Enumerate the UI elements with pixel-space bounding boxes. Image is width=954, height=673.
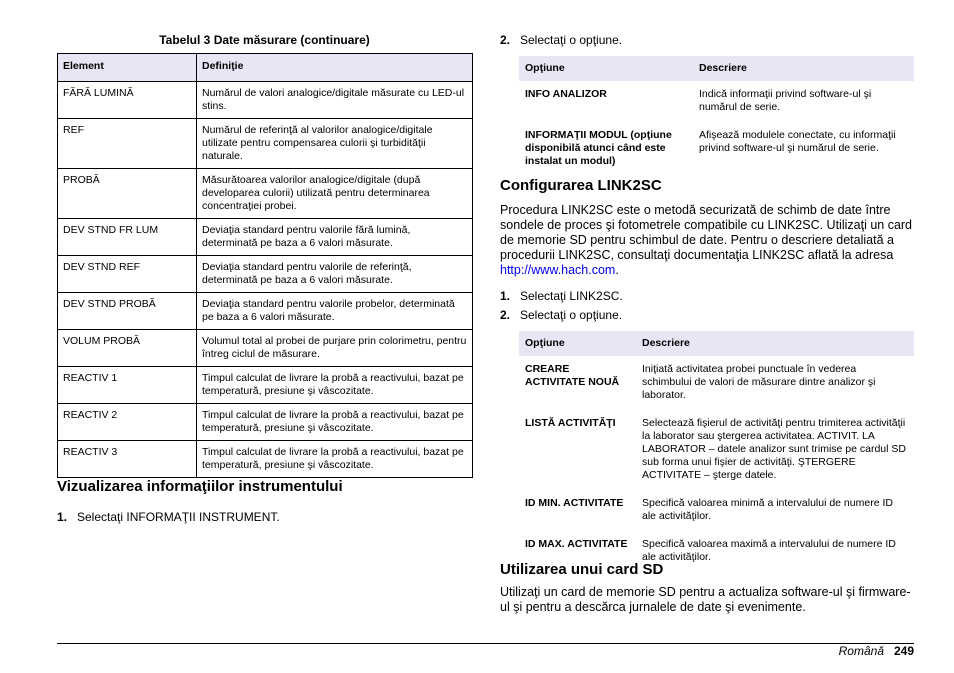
cell-description: Indică informaţii privind software-ul şi numărul de serie. [699,88,872,113]
cell-description: Iniţiată activitatea probei punctuale în vederea schimbului de valori de măsurare dintre analizor şi laborator. [642,363,876,401]
cell-name: FĂRĂ LUMINĂ [58,82,197,119]
cell-name: INFORMAŢII MODUL (opţiune disponibilă atunci când este instalat un modul) [525,129,672,167]
step-number: 1. [57,510,68,524]
cell-description: Specifică valoarea minimă a intervalului de numere ID ale activităţilor. [642,497,893,522]
cell-description: Timpul calculat de livrare la probă a reactivului, bazat pe temperatură, presiune şi vâscozitate. [197,404,473,441]
cell-name: DEV STND REF [58,256,197,293]
cell-name: ID MAX. ACTIVITATE [525,538,628,550]
section-title-sd-card: Utilizarea unui card SD [500,561,664,578]
section-title-instrument-info: Vizualizarea informaţiilor instrumentului [57,478,343,495]
options-table-instrument [519,56,914,176]
table-row [58,256,473,293]
table-caption: Tabelul 3 Date măsurare (continuare) [159,33,370,47]
step-number: 2. [500,33,511,47]
footer-divider [57,643,914,644]
cell-name: CREARE ACTIVITATE NOUĂ [525,363,620,388]
paragraph-end: . [615,263,619,277]
cell-description: Afişează modulele conectate, cu informaţii privind software-ul şi numărul de serie. [699,129,896,154]
table-row [58,367,473,404]
step-text: Selectaţi LINK2SC. [520,289,623,303]
step-1 [57,510,280,524]
cell-name: REF [58,119,197,169]
option-row [519,122,914,176]
table-row [58,330,473,367]
cell-description: Deviaţia standard pentru valorile probelor, determinată pe baza a 6 valori măsurate. [197,293,473,330]
link2sc-step-2 [500,308,622,322]
cell-name: ID MIN. ACTIVITATE [525,497,624,509]
table-row [58,441,473,478]
measurement-data-table [57,53,473,478]
column-header-element: Element [58,54,197,82]
option-row [519,490,914,531]
cell-description: Volumul total al probei de purjare prin colorimetru, pentru întreg ciclul de măsurare. [197,330,473,367]
cell-description: Măsurătoarea valorilor analogice/digitale (după developarea culorii) utilizată pentru determinarea concentraţiei probei. [197,169,473,219]
table-row [58,169,473,219]
step-text: Selectaţi INFORMAŢII INSTRUMENT. [77,510,280,524]
table-row [58,119,473,169]
option-row [519,81,914,122]
cell-name: INFO ANALIZOR [525,88,607,100]
column-header-description: Descriere [636,331,914,356]
table-header-row [519,331,914,356]
cell-name: DEV STND PROBĂ [58,293,197,330]
cell-name: REACTIV 3 [58,441,197,478]
link2sc-paragraph [500,203,914,278]
column-header-option: Opţiune [519,331,636,356]
column-header-definition: Definiţie [197,54,473,82]
table-row [58,404,473,441]
step-text: Selectaţi o opţiune. [520,308,623,322]
cell-name: VOLUM PROBĂ [58,330,197,367]
table-row [58,219,473,256]
table-header-row [519,56,914,81]
column-header-option: Opţiune [519,56,693,81]
column-header-description: Descriere [693,56,914,81]
cell-description: Specifică valoarea maximă a intervalului de numere ID ale activităţilor. [642,538,896,563]
table-header-row [58,54,473,82]
sd-card-paragraph: Utilizaţi un card de memorie SD pentru a actualiza software-ul şi firmware-ul şi pentru a descărca jurnalele de date şi evenimente. [500,585,911,614]
cell-description: Timpul calculat de livrare la probă a reactivului, bazat pe temperatură, presiune şi vâscozitate. [197,367,473,404]
hach-link[interactable]: http://www.hach.com [500,263,616,277]
cell-name: PROBĂ [58,169,197,219]
options-table-link2sc [519,331,914,572]
step-number: 1. [500,289,511,303]
cell-description: Numărul de valori analogice/digitale măsurate cu LED-ul stins. [197,82,473,119]
step-text: Selectaţi o opţiune. [520,33,623,47]
cell-description: Numărul de referinţă al valorilor analogice/digitale utilizate pentru compensarea culorii şi turbidităţii naturale. [197,119,473,169]
cell-name: REACTIV 1 [58,367,197,404]
section-title-link2sc: Configurarea LINK2SC [500,177,662,194]
table-row [58,82,473,119]
link2sc-step-1 [500,289,623,303]
page-number: 249 [893,644,914,658]
option-row [519,410,914,490]
cell-description: Timpul calculat de livrare la probă a reactivului, bazat pe temperatură, presiune şi vâscozitate. [197,441,473,478]
table-row [58,293,473,330]
cell-description: Deviaţia standard pentru valorile fără lumină, determinată pe baza a 6 valori măsurate. [197,219,473,256]
cell-name: REACTIV 2 [58,404,197,441]
footer-language: Română [838,644,884,658]
cell-name: LISTĂ ACTIVITĂŢI [525,417,616,429]
cell-description: Deviaţia standard pentru valorile de referinţă, determinată pe baza a 6 valori măsurate. [197,256,473,293]
step-2 [500,33,622,47]
paragraph-text: Procedura LINK2SC este o metodă securizată de schimb de date între sondele de proces şi fotometrele compatibile cu LINK2SC. Utilizaţi un card de memorie SD pentru schimbul de date. Pentru o descriere detaliată a procedurii LINK2SC, consultaţi documentaţia LINK2SC aflată la adresa [500,203,913,262]
cell-name: DEV STND FR LUM [58,219,197,256]
option-row [519,356,914,410]
cell-description: Selectează fişierul de activităţi pentru trimiterea activităţii la laborator sau ştergerea activitatea. ACTIVIT. LA LABORATOR – datele analizor sunt trimise pe cardul SD sub forma unui fişier de activităţi. ŞTERGERE ACTIVITATE – şterge datele. [642,417,906,481]
step-number: 2. [500,308,511,322]
